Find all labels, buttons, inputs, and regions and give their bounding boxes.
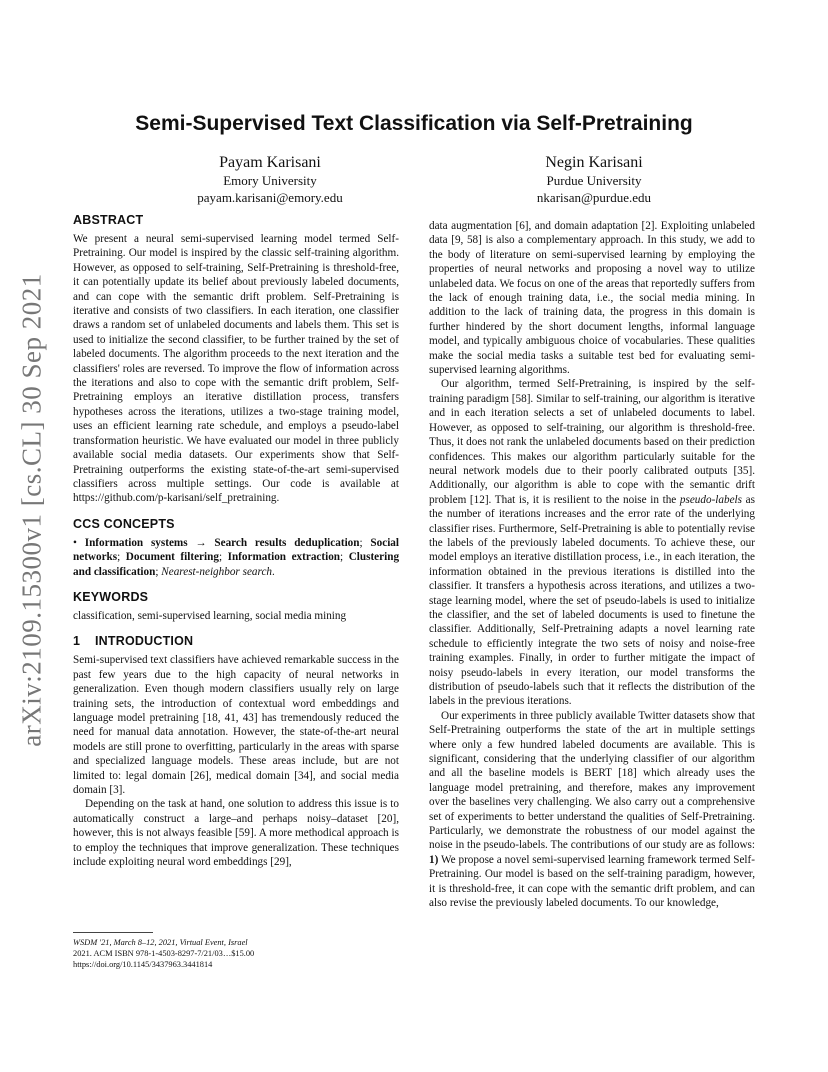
author-name: Payam Karisani (219, 154, 321, 171)
body-paragraph-1: data augmentation [6], and domain adaptation [2]. Exploiting unlabeled data [9, 58] is also a complementary approach. In this study, we add to the body of literature on semi-supervised learning by employing the properties of neural networks and proposing a novel way to utilize unlabeled data. We focus on one of the areas that reportedly suffers from the lack of enough training data, i.e., the social media mining. In addition to the lack of training data, the progress in this domain is further hindered by the short document lengths, informal language model, and typically ambiguous choice of vocabularies. These qualities make the social media tasks a suitable test bed for evaluating semi-supervised learning algorithms. (429, 220, 755, 377)
intro-paragraph-1: Semi-supervised text classifiers have achieved remarkable success in the past few years due to the high capacity of neural networks in generalization. Even though modern classifiers usually rely on large training sets, the introduction of contextual word embeddings and language model pretraining [18, 41, 43] has tremendously reduced the need for manual data annotation. However, the state-of-the-art neural models are still prone to overfitting, particularly in the areas with sparse and specialized language models. These areas include, but are not limited to: legal domain [26], medical domain [34], and social media domain [3]. (73, 654, 399, 796)
paper-title: Semi-Supervised Text Classification via Self-Pretraining (135, 112, 693, 135)
left-column (73, 212, 399, 869)
author-affiliation: Purdue University (546, 173, 642, 188)
footnote-doi: https://doi.org/10.1145/3437963.3441814 (73, 960, 213, 969)
body-paragraph-3: Our experiments in three publicly available Twitter datasets show that Self-Pretraining outperforms the state of the art in multiple settings where only a few hundred labeled documents are available. This is significant, considering that the underlying classifier of our algorithm and all the baseline models is BERT [18] which already uses the language model pretraining, and therefore, makes any improvement over the baselines very challenging. We also carry out a comprehensive set of experiments to better understand the qualities of Self-Pretraining. Particularly, we demonstrate the robustness of our model against the noise in the pseudo-labels. The contributions of our study are as follows: 1) We propose a novel semi-supervised learning framework termed Self-Pretraining. Our model is based on the self-training paradigm, however, it is threshold-free, it can cope with the semantic drift problem, and can also revise the previously labeled documents. To our knowledge, (429, 709, 755, 910)
arxiv-sidebar (10, 230, 54, 790)
footnote (73, 937, 399, 970)
footnote-venue: WSDM '21, March 8–12, 2021, Virtual Event, Israel (73, 938, 248, 947)
ccs-heading: CCS CONCEPTS (73, 516, 175, 531)
keywords-heading: KEYWORDS (73, 589, 149, 604)
body-paragraph-2: Our algorithm, termed Self-Pretraining, is inspired by the self-training paradigm [58]. Similar to self-training, our algorithm is iterative and in each iteration selects a set of unlabeled documents to label. However, as opposed to self-training, our algorithm is threshold-free. Thus, it does not rank the unlabeled documents based on their prediction confidences. This makes our algorithm particularly suitable for the neural network models due to their poorly calibrated outputs [35]. Additionally, our algorithm is able to cope with the semantic drift problem [12]. That is, it is resilient to the noise in the pseudo-labels as the number of iterations increases and the error rate of the underlying classifier rises. Furthermore, Self-Pretraining is able to potentially revise the labels of the previously labeled documents. To achieve these, our model employs an iterative distillation process, i.e., in each iteration, the information obtained in the previous iterations is distilled into the classifier. It transfers a hypothesis across iterations, and utilizes a two-stage learning model, where the set of pseudo-labels is used to initialize the classifier, and the set of labeled documents is used to finetune the classifier. Additionally, Self-Pretraining adapts a novel learning rate schedule to efficiently integrate the two sets of noisy and noise-free training examples. Finally, in order to further mitigate the impact of noisy pseudo-labels in every iteration, our model transforms the distribution of pseudo-labels such that it reflects the distribution of the labels in the previous iterations. (429, 378, 755, 708)
section-number: 1 (73, 634, 81, 649)
footnote-isbn: 2021. ACM ISBN 978-1-4503-8297-7/21/03…$15.00 (73, 949, 255, 958)
author-email: nkarisan@purdue.edu (536, 190, 652, 205)
author-name: Negin Karisani (545, 154, 643, 171)
introduction-heading (73, 633, 399, 649)
author-affiliation: Emory University (223, 173, 317, 188)
intro-paragraph-2: Depending on the task at hand, one solution to address this issue is to automatically construct a large–and perhaps noisy–dataset [20], however, this is not always feasible [59]. A more methodical approach is to employ the techniques that improve generalization. These techniques include exploiting neural word embeddings [29], (73, 798, 399, 869)
author-block-2 (444, 153, 744, 206)
author-email: payam.karisani@emory.edu (197, 190, 343, 205)
ccs-text: • Information systems → Search results deduplication; Social networks; Document filtering; Information extraction; Clustering and classification; Nearest-neighbor search. (73, 536, 400, 578)
section-title: INTRODUCTION (95, 634, 194, 649)
right-column (429, 219, 755, 911)
author-block-1 (120, 153, 420, 206)
footnote-divider (73, 932, 153, 933)
abstract-text: We present a neural semi-supervised learning model termed Self-Pretraining. Our model is inspired by the classic self-training algorithm. However, as opposed to self-training, Self-Pretraining is threshold-free, it can potentially update its belief about previously labeled documents, and can cope with the semantic drift problem. Self-Pretraining is iterative and consists of two classifiers. In each iteration, one classifier draws a random set of unlabeled documents and labels them. This set is used to initialize the second classifier, to be further trained by the set of labeled documents. The algorithm proceeds to the next iteration and the classifiers' roles are reversed. To improve the flow of information across the iterations and also to cope with the semantic drift problem, Self-Pretraining employs an iterative distillation process, transfers hypotheses across the iterations, utilizes a two-stage training model, uses an efficient learning rate schedule, and employs a pseudo-label transformation heuristic. We have evaluated our model in three publicly available social media datasets. Our experiments show that Self-Pretraining outperforms the existing state-of-the-art semi-supervised classifiers across multiple settings. Our code is available at https://github.com/p-karisani/self_pretraining. (73, 233, 399, 505)
arxiv-identifier: arXiv:2109.15300v1 [cs.CL] 30 Sep 2021 (16, 273, 47, 747)
keywords-text: classification, semi-supervised learning, social media mining (73, 609, 347, 622)
abstract-heading: ABSTRACT (73, 213, 144, 227)
